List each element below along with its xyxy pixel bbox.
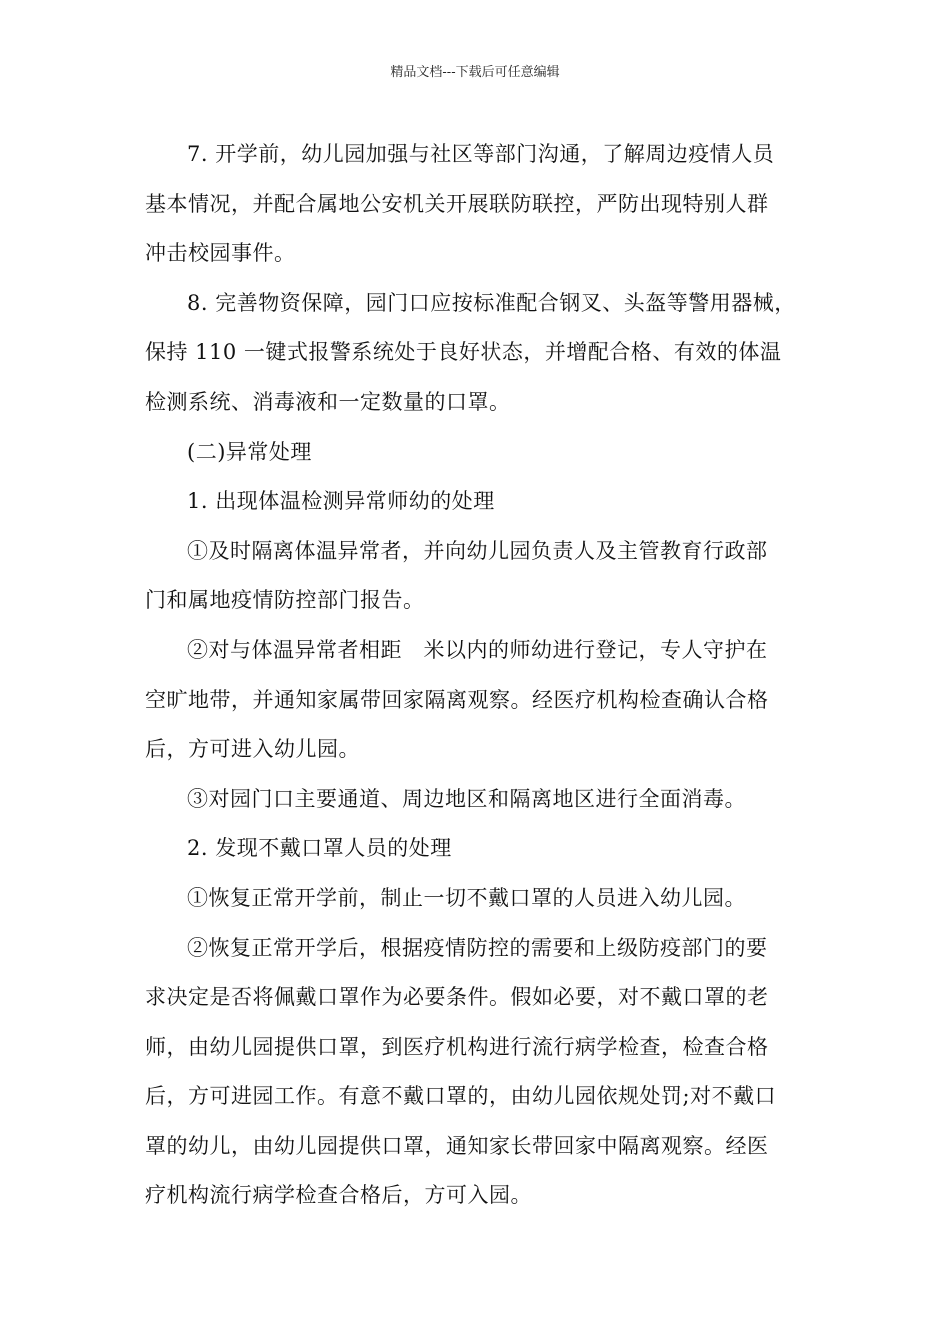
paragraph-disinfect <box>145 775 810 825</box>
text-line: 求决定是否将佩戴口罩作为必要条件。假如必要，对不戴口罩的老 <box>145 985 769 1010</box>
section-heading-abnormal <box>145 428 810 478</box>
paragraph-register <box>145 626 810 775</box>
text-line: ①及时隔离体温异常者，并向幼儿园负责人及主管教育行政部 <box>187 538 768 563</box>
page-header: 精品文档---下载后可任意编辑 <box>390 65 560 80</box>
text-line: ①恢复正常开学前，制止一切不戴口罩的人员进入幼儿园。 <box>187 885 746 910</box>
paragraph-before-school <box>145 874 810 924</box>
document-body <box>145 130 810 1221</box>
text-line: 7. 开学前，幼儿园加强与社区等部门沟通，了解周边疫情人员 <box>187 142 775 166</box>
text-line: 基本情况，并配合属地公安机关开展联防联控，严防出现特别人群 <box>145 191 769 216</box>
paragraph-item-8 <box>145 279 810 428</box>
text-line: ③对园门口主要通道、周边地区和隔离地区进行全面消毒。 <box>187 786 746 811</box>
text-line: ②对与体温异常者相距 米以内的师幼进行登记，专人守护在 <box>187 637 768 662</box>
subheading-temperature <box>145 477 810 527</box>
text-line: 罩的幼儿，由幼儿园提供口罩，通知家长带回家中隔离观察。经医 <box>145 1133 769 1158</box>
text-line: ②恢复正常开学后，根据疫情防控的需要和上级防疫部门的要 <box>187 935 768 960</box>
text-line: 师，由幼儿园提供口罩，到医疗机构进行流行病学检查，检查合格 <box>145 1034 769 1059</box>
text-line: 保持 110 一键式报警系统处于良好状态，并增配合格、有效的体温 <box>145 340 782 365</box>
text-line: 冲击校园事件。 <box>145 241 296 266</box>
text-line: 门和属地疫情防控部门报告。 <box>145 588 425 613</box>
text-line: 疗机构流行病学检查合格后，方可入园。 <box>145 1183 532 1208</box>
text-line: (二)异常处理 <box>187 439 312 464</box>
text-line: 检测系统、消毒液和一定数量的口罩。 <box>145 389 511 414</box>
text-line: 8. 完善物资保障，园门口应按标准配合钢叉、头盔等警用器械， <box>187 290 796 315</box>
text-line: 后，方可进入幼儿园。 <box>145 737 360 762</box>
subheading-mask <box>145 824 810 874</box>
text-line: 2. 发现不戴口罩人员的处理 <box>187 836 452 861</box>
text-line: 1. 出现体温检测异常师幼的处理 <box>187 489 495 514</box>
text-line: 空旷地带，并通知家属带回家隔离观察。经医疗机构检查确认合格 <box>145 687 769 712</box>
paragraph-isolate <box>145 527 810 626</box>
paragraph-after-school <box>145 924 810 1222</box>
text-line: 后，方可进园工作。有意不戴口罩的，由幼儿园依规处罚;对不戴口 <box>145 1084 777 1109</box>
paragraph-item-7 <box>145 130 810 279</box>
